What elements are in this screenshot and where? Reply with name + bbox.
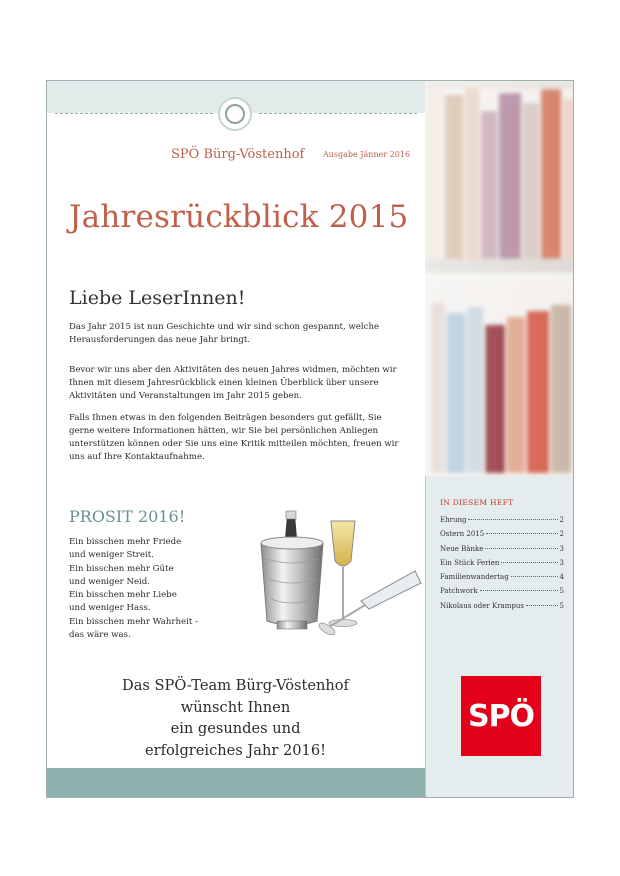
issue-label: Ausgabe Jänner 2016 [323,150,411,159]
greeting-heading: Liebe LeserInnen! [69,287,246,309]
closing-greeting: Das SPÖ-Team Bürg-Vöstenhof wünscht Ihnen ein gesundes und erfolgreiches Jahr 2016! [122,677,349,759]
toc-heading: IN DIESEM HEFT [440,498,514,507]
toc-dot-leader [468,519,557,520]
toc-dot-leader [501,562,557,563]
toc-item[interactable] [440,587,564,601]
bookshelf-photo [425,81,574,476]
toc-item-label: Patchwork [440,587,478,596]
toc-item-label: Ein Stück Ferien [440,558,500,567]
toc-dot-leader [480,590,558,591]
toc-item-label: Nikolaus oder Krampus [440,601,524,610]
toc-item-page: 3 [559,558,564,567]
footer-band [47,768,425,798]
toc-item-label: Ehrung [440,516,467,524]
intro-paragraph: Das Jahr 2015 ist nun Geschichte und wir sind schon gespannt, welche Herausforderungen das neue Jahr bringt. [69,322,380,345]
toc-list [440,516,564,616]
toc-item-page: 5 [559,587,564,596]
toc-item[interactable] [440,602,564,616]
toc-item[interactable] [440,545,564,559]
ring-ornament-icon [218,97,252,131]
toc-dot-leader [486,533,557,534]
toc-item[interactable] [440,559,564,573]
toc-item-page: 3 [559,544,564,553]
champagne-illustration [243,509,423,647]
overview-paragraph: Bevor wir uns aber den Aktivitäten des neuen Jahres widmen, möchten wir Ihnen mit diesem Jahresrückblick einen kleinen Überblick über unsere Aktivitäten und Veranstaltungen im Jahr 2015 geben. [69,365,397,401]
toc-item[interactable] [440,530,564,544]
toc-dot-leader [526,605,558,606]
table-of-contents-panel [425,476,574,798]
toc-item[interactable] [440,516,564,530]
toc-item-page: 4 [559,573,564,582]
toc-item-label: Ostern 2015 [440,530,485,539]
toc-item-page: 5 [559,601,564,610]
toc-item-page: 2 [559,516,564,524]
toc-item-label: Familienwandertag [440,573,509,582]
spo-logo [461,676,541,756]
toc-item-page: 2 [559,530,564,539]
newsletter-page [46,80,574,798]
toc-dot-leader [511,576,558,577]
dashed-divider-right [259,113,417,114]
page-title: Jahresrückblick 2015 [69,199,409,235]
contact-paragraph: Falls Ihnen etwas in den folgenden Beiträgen besonders gut gefällt, Sie gerne weitere Informationen hätten, wir Sie bei persönlichen Anliegen unterstützen können oder Sie uns eine Kritik mitteilen möchten, freuen wir uns auf Ihre Kontaktaufnahme. [69,413,399,462]
organization-name: SPÖ Bürg-Vöstenhof [171,147,305,162]
toc-item[interactable] [440,573,564,587]
prosit-poem: Ein bisschen mehr Friede und weniger Streit. Ein bisschen mehr Güte und weniger Neid. Ein bisschen mehr Liebe und weniger Hass. Ein bisschen mehr Wahrheit - das wäre was. [69,537,198,641]
dashed-divider-left [55,113,213,114]
logo-text: SPÖ [467,698,535,734]
prosit-heading: PROSIT 2016! [69,507,186,526]
toc-dot-leader [485,548,557,549]
toc-item-label: Neue Bänke [440,544,484,553]
